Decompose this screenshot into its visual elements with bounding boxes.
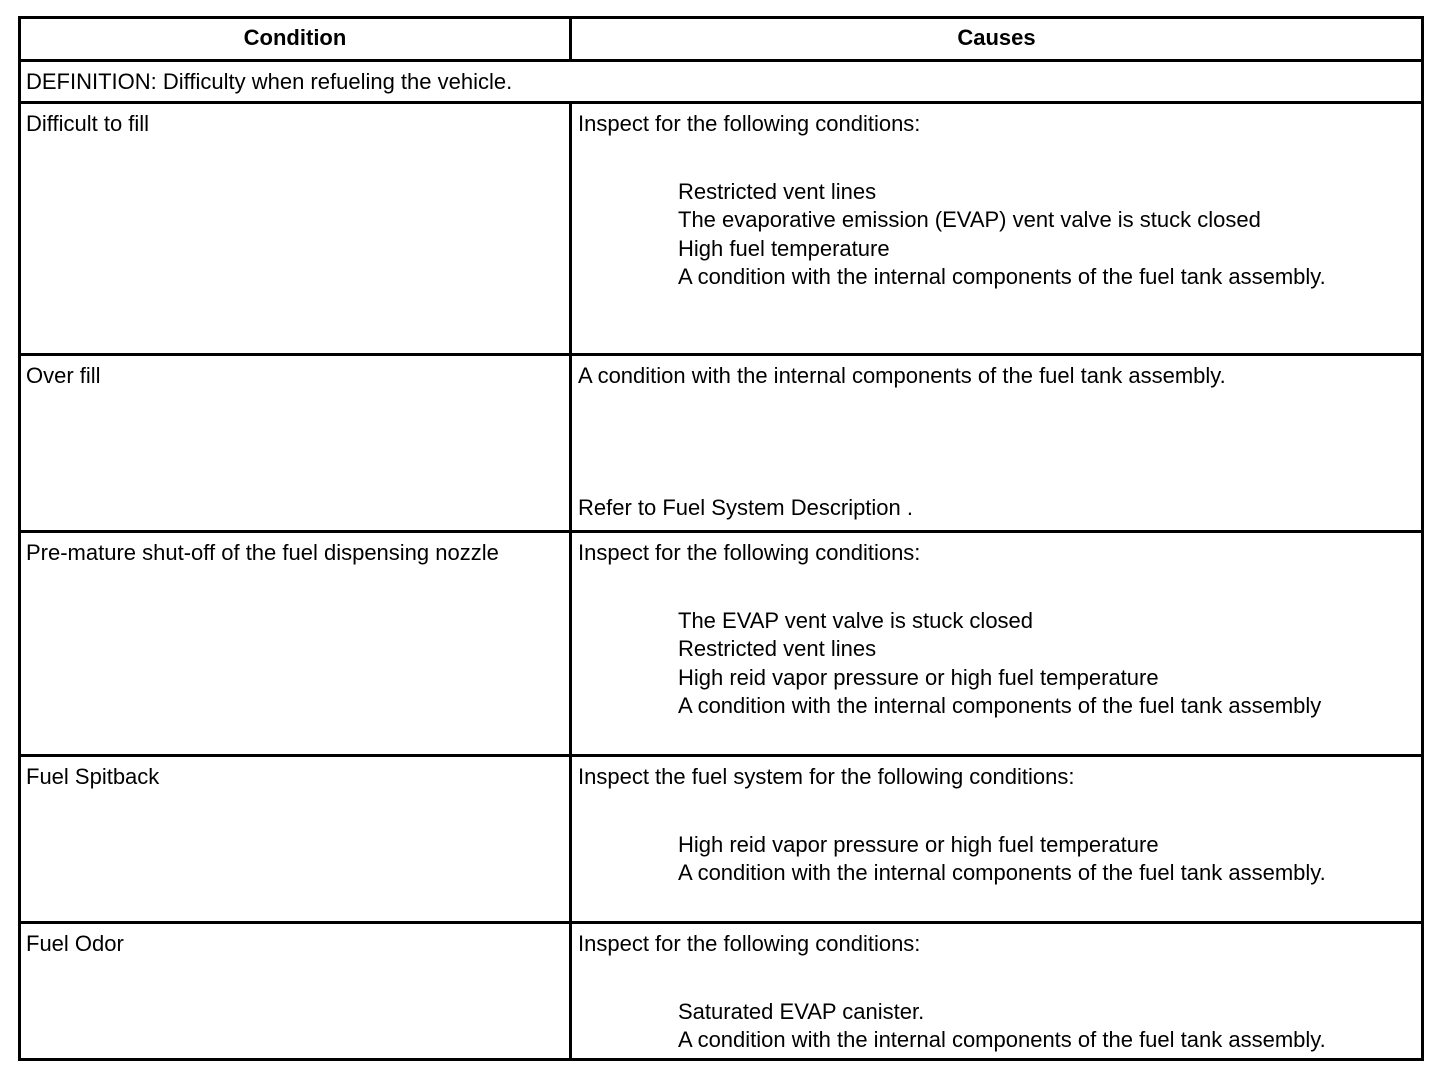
table-row [21, 104, 1421, 356]
cause-item: The EVAP vent valve is stuck closed [678, 607, 1034, 633]
cause-item: High fuel temperature [678, 235, 890, 261]
causes-intro: Inspect the fuel system for the following conditions: [578, 764, 1075, 789]
header-condition: Condition [21, 19, 572, 59]
cause-item: A condition with the internal components of the fuel tank assembly. [678, 264, 1326, 289]
table-header-row [21, 19, 1421, 62]
diagnostic-table [18, 16, 1424, 1061]
table-row [21, 757, 1421, 924]
table-row [21, 533, 1421, 757]
definition-row [21, 62, 1421, 104]
causes-list [578, 607, 1421, 721]
causes-cell [572, 924, 1421, 1058]
causes-cell [572, 757, 1421, 921]
cause-item: A condition with the internal components of the fuel tank assembly. [678, 860, 1326, 885]
condition-cell: Fuel Odor [21, 924, 572, 1058]
cause-item: The evaporative emission (EVAP) vent valve is stuck closed [678, 207, 1261, 232]
table-row [21, 924, 1421, 1058]
definition-text: DEFINITION: Difficulty when refueling the vehicle. [26, 69, 513, 94]
condition-cell: Over fill [21, 356, 572, 530]
causes-intro: Inspect for the following conditions: [578, 111, 921, 136]
causes-list [578, 178, 1421, 292]
causes-cell [572, 104, 1421, 353]
causes-cell [572, 533, 1421, 754]
condition-cell: Difficult to fill [21, 104, 572, 353]
causes-intro: Inspect for the following conditions: [578, 540, 921, 565]
header-causes: Causes [957, 25, 1036, 50]
table-row [21, 356, 1421, 533]
causes-list [578, 998, 1421, 1055]
causes-list [578, 831, 1421, 888]
causes-intro: Inspect for the following conditions: [578, 931, 921, 956]
causes-intro: A condition with the internal components of the fuel tank assembly. [578, 363, 1226, 388]
cause-item: Saturated EVAP canister. [678, 998, 925, 1024]
reference-text: Refer to Fuel System Description . [578, 495, 914, 520]
condition-cell: Fuel Spitback [21, 757, 572, 921]
cause-item: A condition with the internal components of the fuel tank assembly [678, 693, 1322, 718]
cause-item: High reid vapor pressure or high fuel temperature [678, 831, 1159, 857]
cause-item: High reid vapor pressure or high fuel temperature [678, 664, 1159, 690]
cause-item: Restricted vent lines [678, 178, 877, 204]
condition-cell: Pre-mature shut-off of the fuel dispensing nozzle [21, 533, 572, 754]
causes-cell [572, 356, 1421, 530]
cause-item: A condition with the internal components of the fuel tank assembly. [678, 1027, 1326, 1052]
cause-item: Restricted vent lines [678, 636, 877, 661]
